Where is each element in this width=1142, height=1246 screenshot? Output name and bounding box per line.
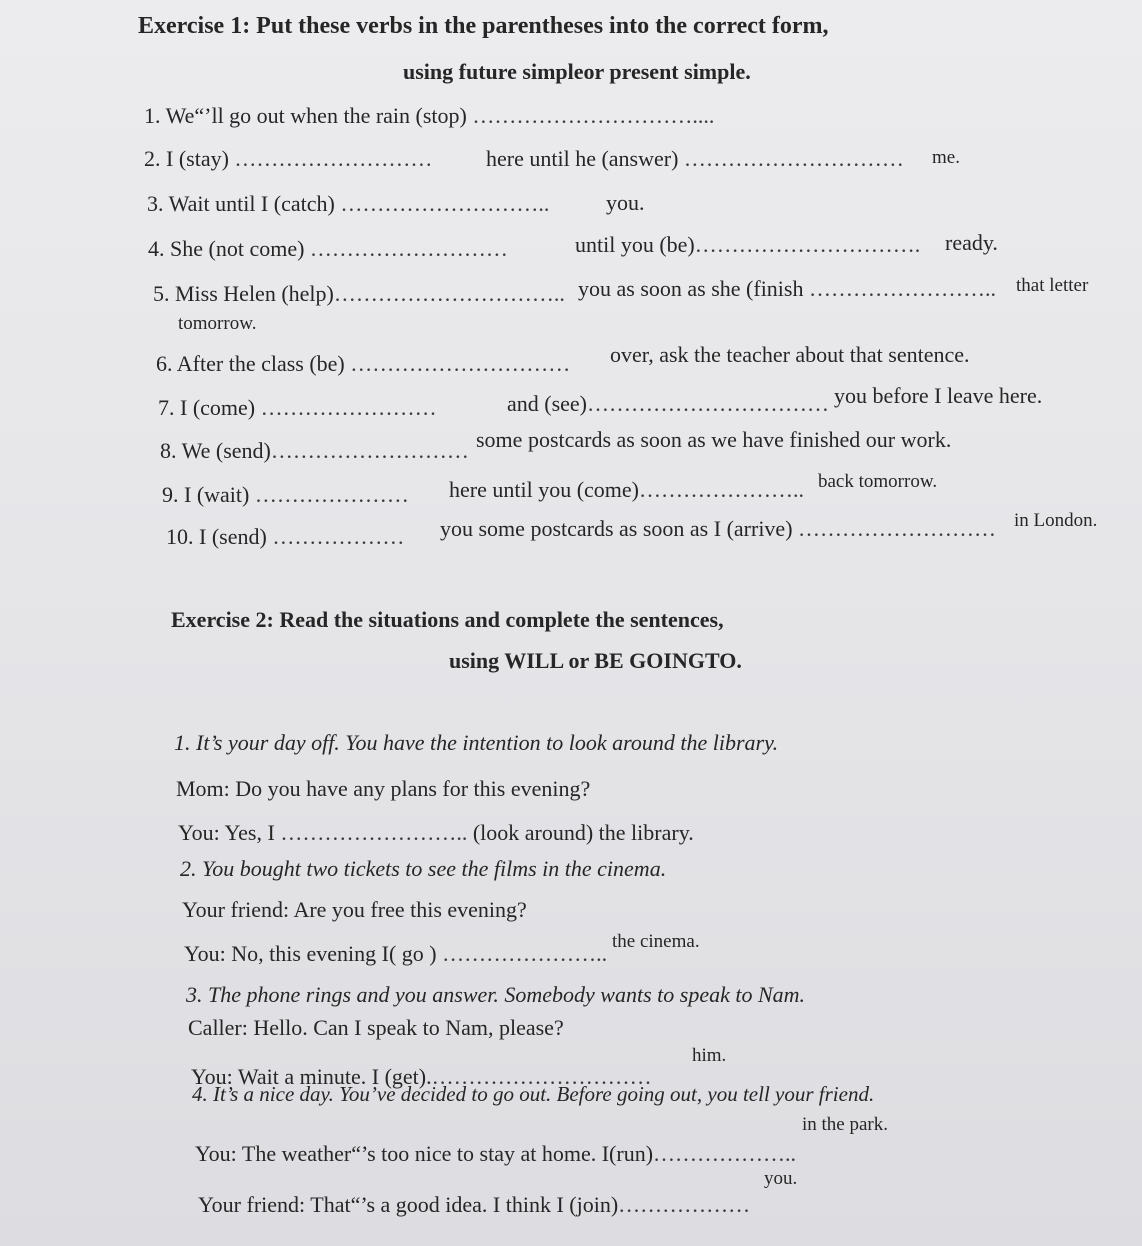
ex1-item-3: 3. Wait until I (catch) ………………………..: [147, 191, 550, 216]
ex2-situation-3-end: him.: [692, 1045, 727, 1066]
ex1-item-6-end: over, ask the teacher about that sentence.: [610, 342, 970, 367]
ex2-situation-2-friend: Your friend: Are you free this evening?: [182, 897, 527, 922]
answer-blank[interactable]: …………………………: [683, 146, 904, 171]
ex1-item-4-start: 4. She (not come) ………………………: [148, 236, 508, 261]
answer-blank[interactable]: ………………………: [309, 236, 508, 261]
answer-blank[interactable]: …………………………..: [333, 281, 565, 306]
ex1-item-7-end: you before I leave here.: [834, 383, 1043, 408]
answer-blank[interactable]: ………………………..: [340, 191, 550, 216]
exercise-1-subtitle: using future simpleor present simple.: [403, 59, 751, 84]
answer-blank[interactable]: ………………..: [653, 1141, 797, 1166]
answer-blank[interactable]: ……………………………: [587, 391, 830, 416]
ex1-item-6: 6. After the class (be) …………………………: [156, 351, 571, 376]
answer-blank[interactable]: ………………………: [270, 438, 469, 463]
ex1-item-4-end: ready.: [945, 230, 998, 255]
answer-blank[interactable]: …………………: [254, 482, 409, 507]
ex1-item-1: 1. We“’ll go out when the rain (stop) …………………………....: [144, 103, 715, 128]
ex2-situation-4-you-end: in the park.: [802, 1114, 889, 1135]
ex1-item-5-wrap: tomorrow.: [178, 313, 257, 334]
answer-blank[interactable]: ………………: [618, 1192, 751, 1217]
ex1-item-9-middle: here until you (come)…………………..: [449, 477, 804, 502]
ex2-situation-4-you: You: The weather“’s too nice to stay at home. I(run)………………..: [195, 1141, 797, 1166]
ex2-situation-2-end: the cinema.: [612, 931, 700, 952]
ex1-item-8-start: 8. We (send)………………………: [160, 438, 469, 463]
answer-blank[interactable]: …………………………: [350, 351, 571, 376]
ex2-situation-3-caller: Caller: Hello. Can I speak to Nam, please?: [188, 1015, 564, 1040]
ex2-situation-1-you: You: Yes, I …………………….. (look around) the library.: [178, 820, 694, 845]
ex1-item-5-end: that letter: [1016, 275, 1089, 296]
ex1-item-8-end: some postcards as soon as we have finished our work.: [476, 427, 952, 452]
answer-blank[interactable]: …………………………....: [472, 103, 715, 128]
ex1-item-10-start: 10. I (send) ………………: [166, 524, 405, 549]
answer-blank[interactable]: ………………………….: [694, 232, 921, 257]
exercise-1-title: Exercise 1: Put these verbs in the parentheses into the correct form,: [138, 13, 829, 39]
ex1-item-7-middle: and (see)……………………………: [507, 391, 830, 416]
ex2-situation-3: 3. The phone rings and you answer. Somebody wants to speak to Nam.: [186, 982, 806, 1007]
answer-blank[interactable]: …………………..: [442, 941, 608, 966]
answer-blank[interactable]: ……………………: [260, 395, 437, 420]
answer-blank[interactable]: ………………: [272, 524, 405, 549]
answer-blank[interactable]: …………………..: [639, 477, 804, 502]
ex1-item-9-start: 9. I (wait) …………………: [162, 482, 409, 507]
ex2-situation-3-you: You: Wait a minute. I (get).…………………………: [191, 1064, 652, 1089]
answer-blank[interactable]: ………………………: [234, 146, 433, 171]
exercise-2-title: Exercise 2: Read the situations and complete the sentences,: [171, 607, 724, 632]
answer-blank[interactable]: ………………………: [798, 516, 997, 541]
ex1-item-2-start: 2. I (stay) ………………………: [144, 146, 433, 171]
ex1-item-7-start: 7. I (come) ……………………: [158, 395, 437, 420]
ex2-situation-2-you: You: No, this evening I( go ) …………………..: [184, 941, 608, 966]
ex1-item-2-end: me.: [932, 147, 960, 168]
ex2-situation-4-friend-end: you.: [764, 1168, 798, 1189]
ex1-item-9-end: back tomorrow.: [818, 471, 938, 492]
answer-blank[interactable]: ……………………..: [808, 276, 996, 301]
exercise-2-subtitle: using WILL or BE GOINGTO.: [449, 648, 742, 673]
ex1-item-5-middle: you as soon as she (finish ……………………..: [578, 276, 996, 301]
answer-blank[interactable]: ……………………..: [280, 820, 468, 845]
ex2-situation-4-friend: Your friend: That“’s a good idea. I think I (join)………………: [198, 1192, 751, 1217]
ex2-situation-2: 2. You bought two tickets to see the films in the cinema.: [180, 856, 667, 881]
ex1-item-2-middle: here until he (answer) …………………………: [486, 146, 904, 171]
ex1-item-4-middle: until you (be)………………………….: [575, 232, 921, 257]
ex2-situation-1-mom: Mom: Do you have any plans for this evening?: [176, 776, 591, 801]
ex1-item-10-middle: you some postcards as soon as I (arrive) ………………………: [440, 516, 997, 541]
ex2-situation-1: 1. It’s your day off. You have the intention to look around the library.: [174, 730, 779, 755]
answer-blank[interactable]: …………………………: [431, 1064, 652, 1089]
ex1-item-5-start: 5. Miss Helen (help)…………………………..: [153, 281, 565, 306]
ex1-item-3-end: you.: [606, 190, 645, 215]
ex2-situation-4: 4. It’s a nice day. You’ve decided to go out. Before going out, you tell your friend.: [192, 1082, 875, 1106]
ex1-item-10-end: in London.: [1014, 510, 1098, 531]
